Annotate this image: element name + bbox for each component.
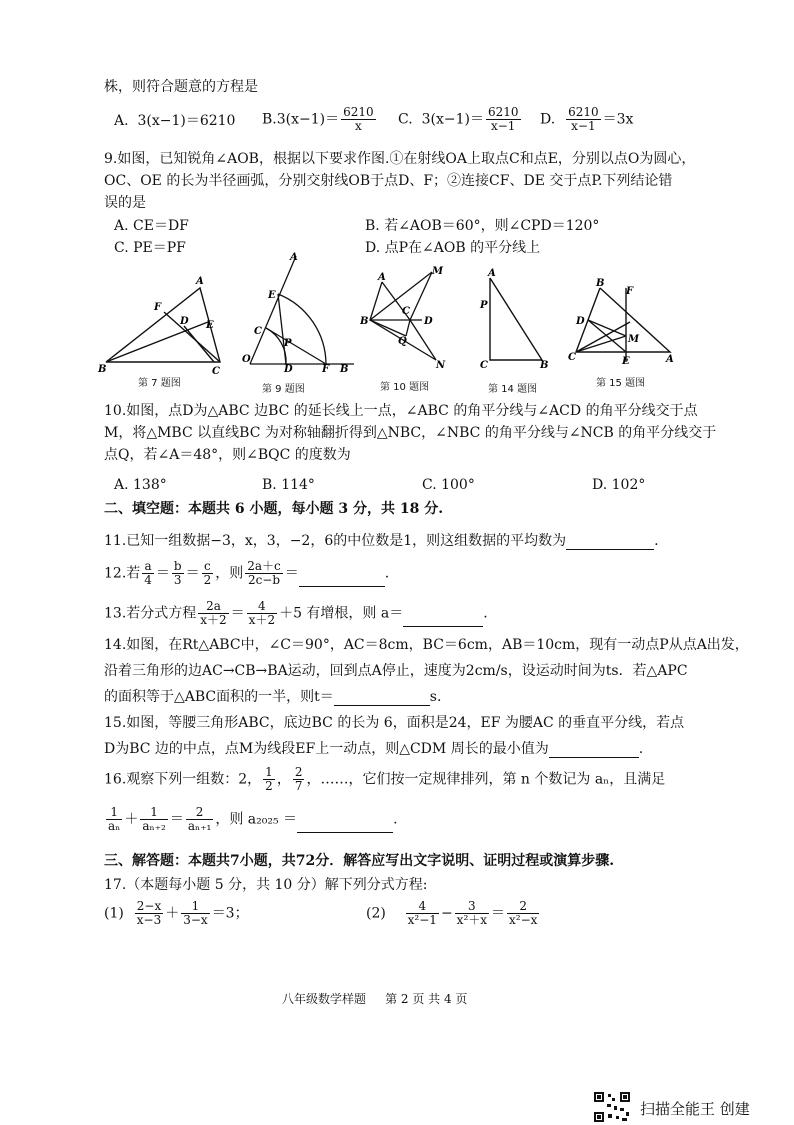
q13-answer-blank [403,612,483,627]
footer-title: 八年级数学样题 [282,992,367,1006]
svg-text:A: A [378,272,386,283]
svg-text:A: A [666,354,674,365]
figure-10-caption: 第 10 题图 [380,382,430,393]
q14-line2: 沿着三角形的边AC→CB→BA运动，回到点A停止，速度为2cm/s，设运动时间为ts．若△APC [104,663,688,679]
q9-line2: OC、OE 的长为半径画弧，分别交射线OB于点D、F；②连接CF、DE 交于点P.下列结论错 [104,173,673,189]
svg-text:A: A [196,276,204,287]
q10-line1: 10.如图，点D为△ABC 边BC 的延长线上一点，∠ABC 的角平分线与∠ACD 的角平分线交于点 [104,403,698,419]
figure-10 [360,264,452,374]
svg-text:D: D [180,316,189,327]
svg-text:C: C [402,306,410,317]
svg-text:P: P [480,300,488,311]
q9-option-b: B. 若∠AOB＝60°，则∠CPD＝120° [365,218,600,234]
q9-option-d: D. 点P在∠AOB 的平分线上 [365,240,541,256]
svg-text:M: M [628,334,640,345]
q9-option-c: C. PE＝PF [114,240,186,256]
svg-text:D: D [284,364,293,374]
q13: 13.若分式方程 $\frac{2a}{x+2}$ ＝ $\frac{4}{x+2}$ ＋5 有增根，则 a＝ . [104,599,488,627]
figure-14 [476,268,556,372]
q15-answer-blank [549,743,639,758]
svg-text:E: E [206,320,214,331]
q17-part-2: (2) $\frac{4}{\text{x²−1}}$ − $\frac{3}{\text{x²＋x}}$ ＝ $\frac{2}{\text{x²−x}}$ [366,899,538,927]
watermark-text: 扫描全能王 创建 [640,1100,750,1118]
q16-line1: 16.观察下列一组数：2， $\frac{1}{2}$ ， $\frac{2}{7}$ ，……，它们按一定规律排列，第 n 个数记为 aₙ，且满足 [104,765,666,793]
q8-option-c: C. 3(x−1)＝ $\frac{6210}{x-1}$ [398,105,519,133]
q15-line2: D为BC 边的中点，点M为线段EF上一动点，则△CDM 周长的最小值为 . [104,741,644,757]
figure-9 [236,250,360,374]
q10-option-b: B. 114° [262,477,315,493]
figure-7-caption: 第 7 题图 [138,378,181,389]
q16-line2: $\frac{1}{\text{aₙ}}$ ＋ $\frac{1}{\text{aₙ₊₂}}$ ＝ $\frac{2}{\text{aₙ₊₁}}$ ，则 a₂₀₂₅ ＝ . [108,805,398,833]
q10-option-a: A. 138° [114,477,167,493]
q9-line3: 误的是 [104,195,146,211]
q17-heading: 17.（本题每小题 5 分，共 10 分）解下列分式方程: [104,877,428,893]
svg-text:N: N [436,360,446,371]
svg-text:C: C [480,360,488,371]
svg-text:D: D [576,316,585,327]
svg-text:O: O [242,354,251,365]
q10-option-c: C. 100° [422,477,475,493]
footer-page-number: 第 2 页 共 4 页 [385,992,468,1006]
svg-text:A: A [290,252,298,263]
svg-text:B: B [340,364,349,374]
svg-text:B: B [596,278,605,289]
q8-option-d: D. $\frac{6210}{x-1}$ ＝3x [540,105,634,133]
qr-code-icon [592,1090,632,1124]
q8-option-b: B.3(x−1)＝ $\frac{6210}{x}$ [262,105,374,133]
svg-text:C: C [254,326,262,337]
figure-14-caption: 第 14 题图 [488,384,538,395]
q8-tail: 株，则符合题意的方程是 [104,79,258,95]
svg-text:P: P [284,338,292,349]
q11-answer-blank [566,535,654,550]
q14-line1: 14.如图，在Rt△ABC中，∠C＝90°，AC＝8cm，BC＝6cm，AB＝10cm，现有一动点P从点A出发， [104,637,749,653]
q16-answer-blank [297,818,393,833]
q12: 12.若 $\frac{a}{4}$ ＝ $\frac{b}{3}$ ＝ $\frac{c}{2}$ ，则 $\frac{2a+c}{2c-b}$ ＝ . [104,559,390,587]
q17-part-1: (1) $\frac{2-x}{x-3}$ ＋ $\frac{1}{3-x}$ ＝3； [104,899,249,927]
svg-text:C: C [212,366,220,376]
q10-line2: M，将△MBC 以直线BC 为对称轴翻折得到△NBC，∠NBC 的角平分线与∠NCB 的角平分线交于 [104,425,717,441]
figure-7 [96,270,236,376]
svg-text:Q: Q [398,336,407,347]
q8-option-a: A. 3(x−1)＝6210 [114,113,236,129]
figure-15-caption: 第 15 题图 [596,378,646,389]
q14-answer-blank [334,691,430,706]
svg-text:E: E [268,290,276,301]
svg-text:D: D [424,316,433,327]
q10-option-d: D. 102° [592,477,646,493]
q11: 11.已知一组数据−3，x，3，−2，6的中位数是1，则这组数据的平均数为 . [104,533,659,549]
svg-text:F: F [322,364,330,374]
q9-line1: 9.如图，已知锐角∠AOB，根据以下要求作图.①在射线OA上取点C和点E，分别以点O为圆心， [104,151,696,167]
svg-text:F: F [154,302,162,313]
section-3-heading: 三、解答题：本题共7小题，共72分．解答应写出文字说明、证明过程或演算步骤. [104,853,615,869]
q10-line3: 点Q，若∠A＝48°，则∠BQC 的度数为 [104,447,351,463]
svg-text:E: E [622,356,630,367]
svg-text:F: F [626,286,634,297]
q12-answer-blank [299,572,385,587]
svg-text:B: B [360,316,369,327]
svg-text:B: B [540,360,549,371]
page-footer [282,990,467,1007]
svg-text:A: A [488,268,496,279]
svg-text:C: C [568,352,576,363]
figure-9-caption: 第 9 题图 [262,384,305,395]
svg-text:M: M [432,266,444,277]
q9-option-a: A. CE＝DF [114,218,189,234]
svg-text:B: B [98,364,107,375]
figure-15 [566,274,678,370]
section-2-heading: 二、填空题：本题共 6 小题，每小题 3 分，共 18 分. [104,501,444,517]
q14-line3: 的面积等于△ABC面积的一半，则t＝ s. [104,689,442,705]
q15-line1: 15.如图，等腰三角形ABC，底边BC 的长为 6，面积是24，EF 为腰AC 的垂直平分线，若点 [104,715,685,731]
